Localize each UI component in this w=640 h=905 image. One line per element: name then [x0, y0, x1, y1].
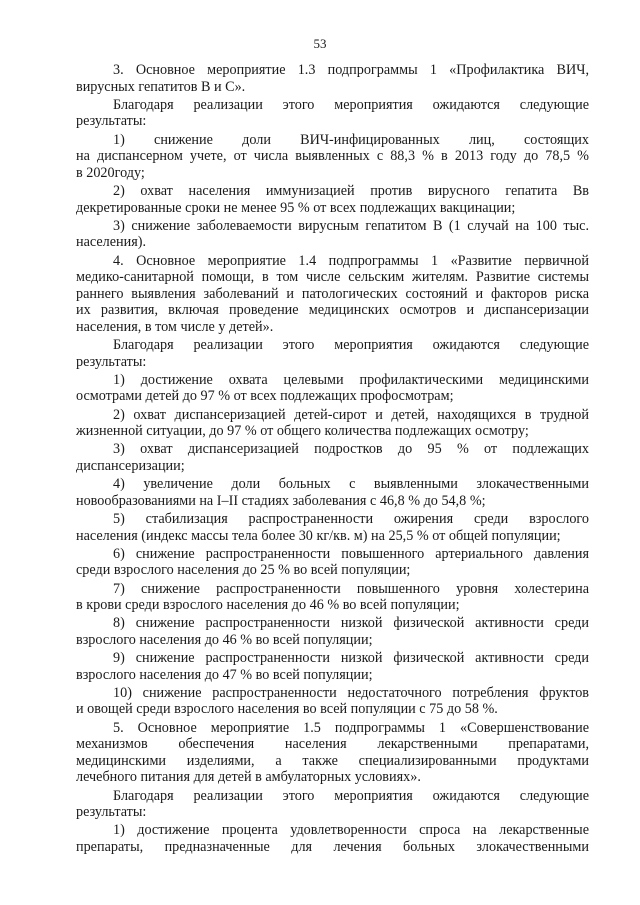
text-line: на диспансерном учете, от числа выявленных с 88,3 % в 2013 году до 78,5 % [76, 148, 589, 165]
text-line: 7) снижение распространенности повышенного уровня холестерина [113, 580, 589, 597]
text-line: 1) достижение охвата целевыми профилактическими медицинскими [113, 371, 589, 388]
text-line: 4) увеличение доли больных с выявленными злокачественными [113, 476, 589, 493]
text-line: и овощей среди взрослого населения во всей популяции с 75 до 58 %. [76, 701, 498, 718]
text-line: среди взрослого населения до 25 % во всей популяции; [76, 562, 411, 579]
text-line: вирусных гепатитов В и С». [76, 78, 246, 95]
paragraph [76, 788, 589, 821]
text-line: Благодаря реализации этого мероприятия ожидаются следующие [113, 96, 589, 113]
text-line: Благодаря реализации этого мероприятия ожидаются следующие [113, 337, 589, 354]
text-line: 5. Основное мероприятие 1.5 подпрограммы 1 «Совершенствование [113, 719, 589, 736]
text-line: 5) стабилизация распространенности ожирения среди взрослого [113, 510, 589, 527]
text-line: их развития, включая проведение медицинских осмотров и диспансеризации [76, 302, 589, 319]
text-line: взрослого населения до 46 % во всей популяции; [76, 631, 373, 648]
text-line: 3) снижение заболеваемости вирусным гепатитом В (1 случай на 100 тыс. [113, 217, 589, 234]
paragraph [76, 476, 589, 509]
paragraph [76, 685, 589, 718]
paragraph [76, 407, 589, 440]
text-line: 10) снижение распространенности недостаточного потребления фруктов [113, 684, 589, 701]
text-line: 1) достижение процента удовлетворенности спроса на лекарственные [113, 822, 589, 839]
text-line: 3) охват диспансеризацией подростков до 95 % от подлежащих [113, 441, 589, 458]
text-line: 1) снижение доли ВИЧ-инфицированных лиц, состоящих [113, 131, 589, 148]
text-line: Благодаря реализации этого мероприятия ожидаются следующие [113, 787, 589, 804]
paragraph [76, 546, 589, 579]
text-line: препараты, предназначенные для лечения больных злокачественными [76, 839, 589, 855]
paragraph [76, 441, 589, 474]
paragraph [76, 97, 589, 130]
text-line: в 2020году; [76, 164, 145, 181]
text-line: взрослого населения до 47 % во всей популяции; [76, 666, 373, 683]
text-line: механизмов обеспечения населения лекарственными препаратами, [76, 736, 589, 753]
text-line: диспансеризации; [76, 458, 185, 474]
text-line: 6) снижение распространенности повышенного артериального давления [113, 545, 589, 562]
text-line: новообразованиями на I–II стадиях заболевания с 46,8 % до 54,8 %; [76, 492, 486, 509]
text-line: лечебного питания для детей в амбулаторных условиях». [76, 769, 421, 786]
paragraph [76, 132, 589, 182]
text-line: осмотрами детей до 97 % от всех подлежащих профосмотрам; [76, 388, 454, 405]
paragraph [76, 62, 589, 95]
paragraph [76, 581, 589, 614]
text-line: результаты: [76, 113, 147, 130]
text-line: населения, в том числе у детей». [76, 318, 274, 335]
text-line: раннего выявления заболеваний и патологических состояний и факторов риска [76, 285, 589, 302]
paragraph [76, 822, 589, 855]
text-line: 4. Основное мероприятие 1.4 подпрограммы 1 «Развитие первичной [113, 252, 589, 269]
paragraph [76, 337, 589, 370]
paragraph [76, 218, 589, 251]
text-line: декретированные сроки не менее 95 % от всех подлежащих вакцинации; [76, 199, 516, 216]
text-line: медико-санитарной помощи, в том числе сельским жителям. Развитие системы [76, 269, 589, 286]
text-line: 2) охват диспансеризацией детей-сирот и детей, находящихся в трудной [113, 406, 589, 423]
paragraph [76, 615, 589, 648]
paragraph [76, 253, 589, 336]
text-line: 8) снижение распространенности низкой физической активности среди [113, 615, 589, 632]
text-line: 3. Основное мероприятие 1.3 подпрограммы 1 «Профилактика ВИЧ, [113, 62, 589, 78]
paragraph [76, 650, 589, 683]
text-line: жизненной ситуации, до 97 % от общего количества подлежащих осмотру; [76, 423, 529, 440]
paragraph [76, 183, 589, 216]
text-line: медицинскими изделиями, а также специализированными продуктами [76, 752, 589, 769]
text-line: 9) снижение распространенности низкой физической активности среди [113, 650, 589, 667]
text-line: результаты: [76, 804, 147, 821]
text-line: результаты: [76, 353, 147, 370]
page-number: 53 [313, 36, 327, 51]
text-line: в крови среди взрослого населения до 46 % во всей популяции; [76, 597, 460, 614]
paragraph [76, 720, 589, 786]
text-line: населения (индекс массы тела более 30 кг/кв. м) на 25,5 % от общей популяции; [76, 527, 561, 544]
text-line: населения). [76, 234, 147, 251]
paragraph [76, 372, 589, 405]
document-body [76, 62, 589, 856]
paragraph [76, 511, 589, 544]
text-line: 2) охват населения иммунизацией против вирусного гепатита Вв [113, 182, 589, 199]
